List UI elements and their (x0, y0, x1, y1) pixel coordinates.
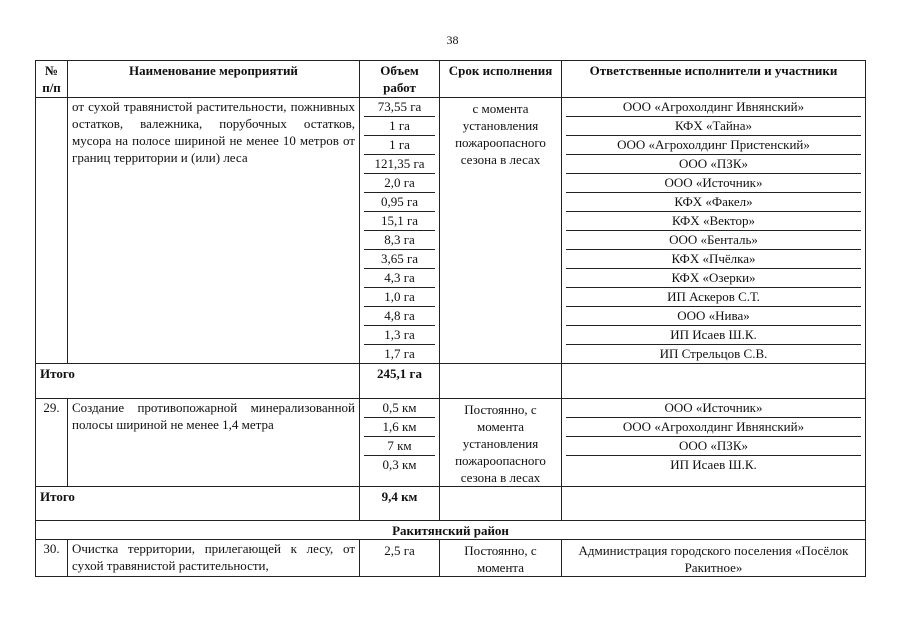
block1-volumes (360, 98, 440, 364)
volume-cell: 0,95 га (364, 193, 435, 212)
participant-cell: КФХ «Факел» (566, 193, 861, 212)
block1-num (36, 98, 68, 364)
volume-cell: 3,65 га (364, 250, 435, 269)
volume-cell: 0,5 км (364, 399, 435, 418)
block1-participants (562, 98, 866, 364)
district-row (36, 521, 866, 540)
block1-total-term (440, 364, 562, 399)
volume-cell: 4,8 га (364, 307, 435, 326)
block30-participant: Администрация городского поселения «Посёлок Ракитное» (562, 540, 866, 577)
volume-cell: 1,7 га (384, 346, 415, 361)
volume-cell: 0,3 км (382, 457, 417, 472)
participant-cell: ООО «Нива» (566, 307, 861, 326)
header-term: Срок исполнения (440, 61, 562, 98)
volume-cell: 7 км (364, 437, 435, 456)
volume-cell: 1,0 га (364, 288, 435, 307)
events-table (35, 60, 866, 577)
volume-cell: 2,0 га (364, 174, 435, 193)
block30-volume: 2,5 га (360, 540, 440, 577)
block29-total-term (440, 487, 562, 521)
participant-cell: ООО «Бенталь» (566, 231, 861, 250)
participant-cell: ИП Исаев Ш.К. (566, 326, 861, 345)
block29-total-resp (562, 487, 866, 521)
header-responsible: Ответственные исполнители и участники (562, 61, 866, 98)
volume-cell: 1 га (364, 117, 435, 136)
district-heading: Ракитянский район (36, 521, 866, 540)
block30-term: Постоянно, с момента (440, 540, 562, 577)
participant-cell: КФХ «Пчёлка» (566, 250, 861, 269)
header-volume: Объем работ (360, 61, 440, 98)
participant-cell: КФХ «Тайна» (566, 117, 861, 136)
block29-row (36, 399, 866, 487)
participant-cell: КФХ «Озерки» (566, 269, 861, 288)
block29-volumes (360, 399, 440, 487)
block30-num: 30. (36, 540, 68, 577)
volume-cell: 8,3 га (364, 231, 435, 250)
header-row (36, 61, 866, 98)
volume-cell: 1,3 га (364, 326, 435, 345)
block29-num: 29. (36, 399, 68, 487)
participant-cell: ООО «Источник» (566, 174, 861, 193)
participant-cell: ИП Стрельцов С.В. (659, 346, 768, 361)
block29-total-value: 9,4 км (360, 487, 440, 521)
block29-term: Постоянно, с момента установления пожароопасного сезона в лесах (440, 399, 562, 487)
block1-total-label: Итого (36, 364, 360, 399)
participant-cell: ООО «Агрохолдинг Ивнянский» (566, 98, 861, 117)
block1-total-resp (562, 364, 866, 399)
volume-cell: 121,35 га (364, 155, 435, 174)
participant-cell: КФХ «Вектор» (566, 212, 861, 231)
block29-total-row (36, 487, 866, 521)
volume-cell: 15,1 га (364, 212, 435, 231)
block29-description: Создание противопожарной минерализованной полосы шириной не менее 1,4 метра (68, 399, 360, 487)
block1-total-value: 245,1 га (360, 364, 440, 399)
block1-description: от сухой травянистой растительности, пожнивных остатков, валежника, порубочных остатков, мусора на полосе шириной не менее 10 метров от границ территории и (или) леса (68, 98, 360, 364)
block1-total-row (36, 364, 866, 399)
header-num: № п/п (36, 61, 68, 98)
block30-row (36, 540, 866, 577)
participant-cell: ООО «Источник» (566, 399, 861, 418)
volume-cell: 4,3 га (364, 269, 435, 288)
volume-cell: 1,6 км (364, 418, 435, 437)
participant-cell: ИП Исаев Ш.К. (670, 457, 757, 472)
volume-cell: 1 га (364, 136, 435, 155)
block1-row (36, 98, 866, 364)
participant-cell: ООО «Агрохолдинг Ивнянский» (566, 418, 861, 437)
block30-description: Очистка территории, прилегающей к лесу, от сухой травянистой растительности, (68, 540, 360, 577)
participant-cell: ООО «ПЗК» (566, 155, 861, 174)
block29-participants (562, 399, 866, 487)
block29-total-label: Итого (36, 487, 360, 521)
page-number: 38 (446, 33, 459, 47)
block1-term: с момента установления пожароопасного сезона в лесах (440, 98, 562, 364)
participant-cell: ООО «ПЗК» (566, 437, 861, 456)
participant-cell: ООО «Агрохолдинг Пристенский» (566, 136, 861, 155)
volume-cell: 73,55 га (364, 98, 435, 117)
participant-cell: ИП Аскеров С.Т. (566, 288, 861, 307)
header-name: Наименование мероприятий (68, 61, 360, 98)
